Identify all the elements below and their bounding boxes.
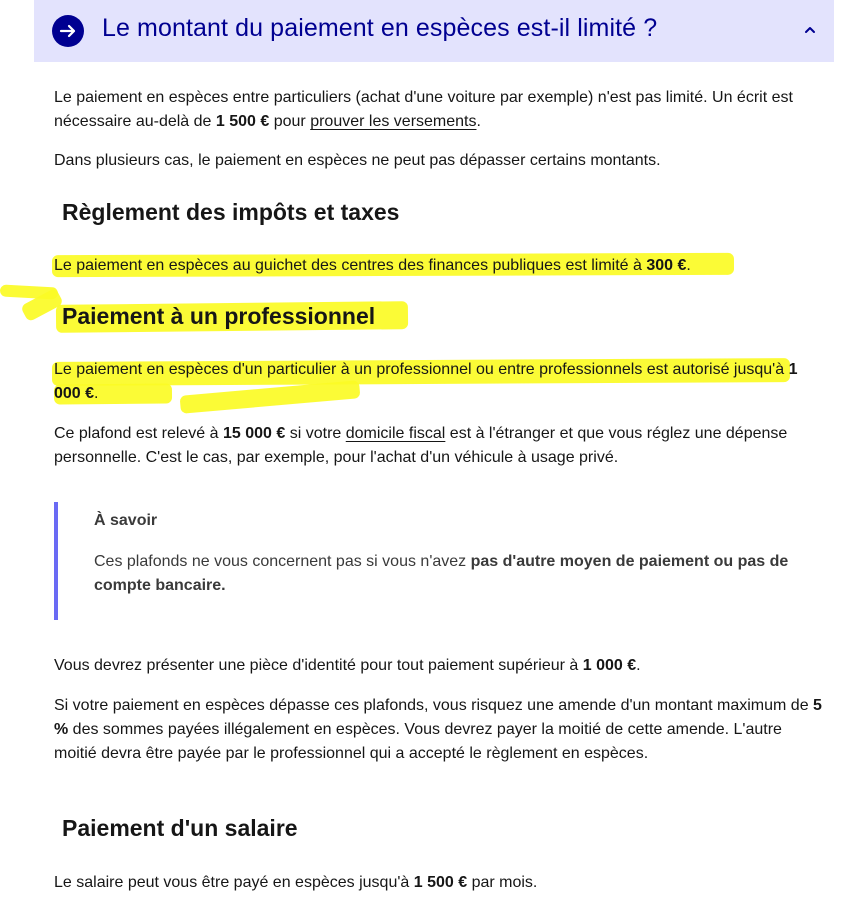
heading-taxes: Règlement des impôts et taxes bbox=[62, 199, 400, 225]
intro-paragraph-1: Le paiement en espèces entre particuliers (achat d'une voiture par exemple) n'est pas limité. Un écrit est nécessaire au-delà de 1 500 € pour prouver les versements. bbox=[54, 89, 793, 130]
arrow-right-icon bbox=[52, 15, 84, 47]
heading-salary: Paiement d'un salaire bbox=[62, 815, 298, 841]
accordion-header[interactable] bbox=[34, 0, 834, 62]
tax-domicile-link[interactable]: domicile fiscal bbox=[345, 425, 446, 442]
prove-payments-link[interactable]: prouver les versements bbox=[310, 113, 477, 130]
heading-professional: Paiement à un professionnel bbox=[62, 303, 376, 329]
accordion-title: Le montant du paiement en espèces est-il limité ? bbox=[102, 14, 658, 42]
intro-paragraph-2: Dans plusieurs cas, le paiement en espèces ne peut pas dépasser certains montants. bbox=[54, 152, 661, 169]
info-callout bbox=[54, 502, 828, 620]
callout-title: À savoir bbox=[94, 512, 158, 529]
salary-paragraph: Le salaire peut vous être payé en espèces jusqu'à 1 500 € par mois. bbox=[54, 874, 538, 891]
chevron-up-icon[interactable] bbox=[798, 18, 822, 42]
callout-text: Ces plafonds ne vous concernent pas si vous n'avez pas d'autre moyen de paiement ou pas de compte bancaire. bbox=[94, 553, 789, 594]
identity-paragraph: Vous devrez présenter une pièce d'identité pour tout paiement supérieur à 1 000 €. bbox=[54, 657, 641, 674]
fine-paragraph: Si votre paiement en espèces dépasse ces plafonds, vous risquez une amende d'un montant maximum de 5 % des sommes payées illégalement en espèces. Vous devrez payer la moitié de cette amende. L'autre moitié devra être payée par le professionnel qui a accepté le règlement en espèces. bbox=[54, 697, 822, 762]
taxes-paragraph: Le paiement en espèces au guichet des centres des finances publiques est limité à 300 €. bbox=[54, 257, 691, 274]
professional-paragraph-2: Ce plafond est relevé à 15 000 € si votre domicile fiscal est à l'étranger et que vous réglez une dépense personnelle. C'est le cas, par exemple, pour l'achat d'un véhicule à usage privé. bbox=[54, 425, 788, 466]
professional-paragraph-1: Le paiement en espèces d'un particulier à un professionnel ou entre professionnels est autorisé jusqu'à 1 000 €. bbox=[54, 361, 798, 402]
